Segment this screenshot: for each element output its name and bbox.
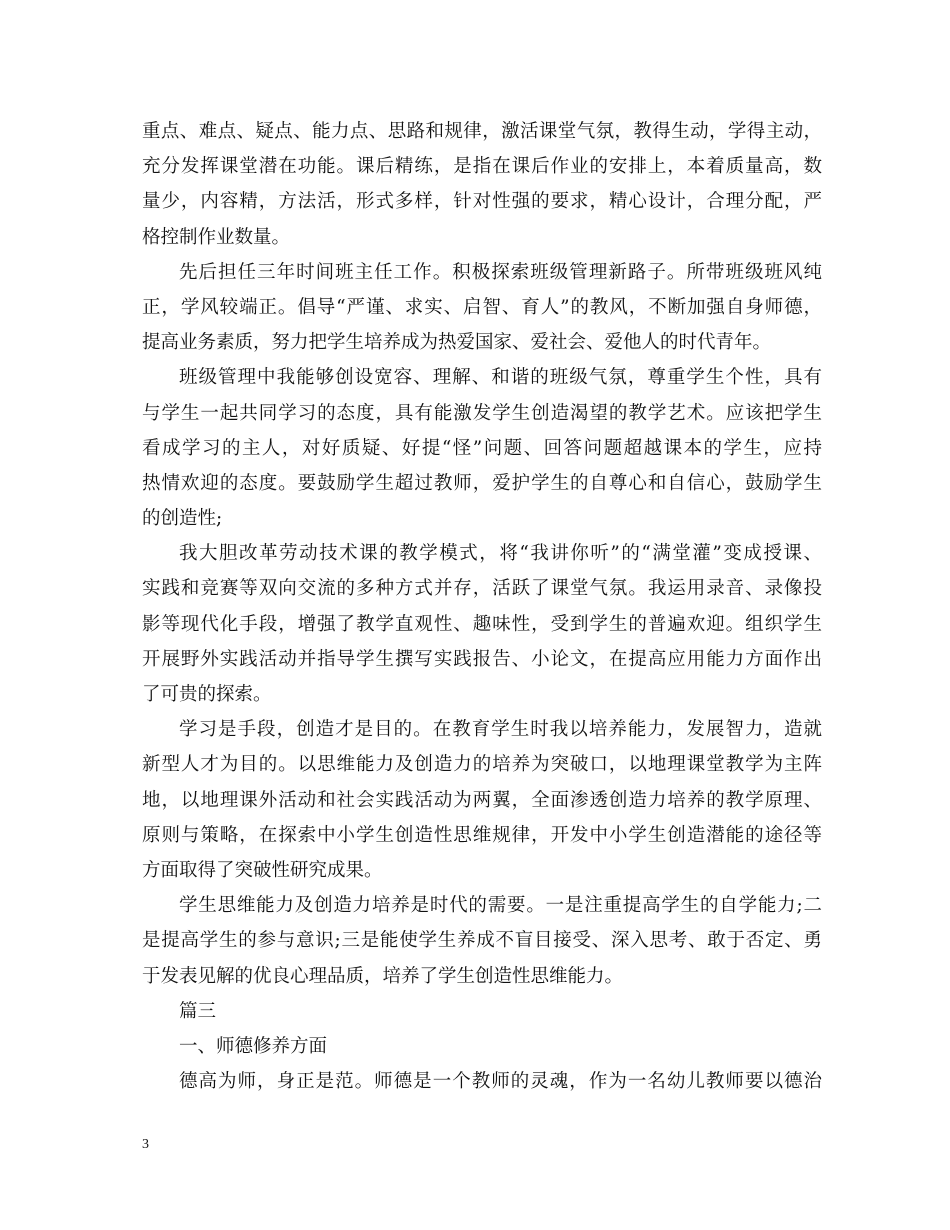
- text-line: 先后担任三年时间班主任工作。积极探索班级管理新路子。所带班级班风纯: [179, 261, 822, 283]
- subsection-heading: 一、师德修养方面: [179, 1035, 328, 1057]
- text-line: 热情欢迎的态度。要鼓励学生超过教师，爱护学生的自尊心和自信心，鼓励学生: [142, 472, 822, 494]
- text-line: 开展野外实践活动并指导学生撰写实践报告、小论文，在提高应用能力方面作出: [142, 648, 822, 670]
- text-line: 与学生一起共同学习的态度，具有能激发学生创造渴望的教学艺术。应该把学生: [142, 402, 822, 424]
- body-text: [142, 114, 822, 1099]
- text-line: 方面取得了突破性研究成果。: [142, 859, 383, 881]
- text-line: 原则与策略，在探索中小学生创造性思维规律，开发中小学生创造潜能的途径等: [142, 824, 822, 846]
- text-line: 量少，内容精，方法活，形式多样，针对性强的要求，精心设计，合理分配，严: [142, 191, 822, 213]
- text-line: 实践和竞赛等双向交流的多种方式并存，活跃了课堂气氛。我运用录音、录像投: [142, 578, 822, 600]
- text-line: 地，以地理课外活动和社会实践活动为两翼，全面渗透创造力培养的教学原理、: [142, 789, 822, 811]
- text-line: 新型人才为目的。以思维能力及创造力的培养为突破口，以地理课堂教学为主阵: [142, 754, 822, 776]
- text-line: 我大胆改革劳动技术课的教学模式，将“我讲你听”的“满堂灌”变成授课、: [179, 543, 822, 565]
- text-line: 是提高学生的参与意识;三是能使学生养成不盲目接受、深入思考、敢于否定、勇: [142, 930, 822, 952]
- text-line: 正，学风较端正。倡导“严谨、求实、启智、育人”的教风，不断加强自身师德，: [142, 296, 822, 318]
- text-line: 了可贵的探索。: [142, 684, 272, 705]
- text-line: 学生思维能力及创造力培养是时代的需要。一是注重提高学生的自学能力;二: [179, 895, 822, 917]
- text-line: 德高为师，身正是范。师德是一个教师的灵魂，作为一名幼儿教师要以德治: [179, 1071, 822, 1093]
- page-number: 3: [142, 1137, 149, 1152]
- text-line: 格控制作业数量。: [142, 226, 291, 248]
- text-line: 重点、难点、疑点、能力点、思路和规律，激活课堂气氛，教得生动，学得主动，: [142, 121, 822, 142]
- section-heading: 篇三: [179, 1000, 217, 1022]
- text-line: 的创造性;: [142, 508, 223, 530]
- text-line: 影等现代化手段，增强了教学直观性、趣味性，受到学生的普遍欢迎。组织学生: [142, 613, 822, 635]
- text-line: 学习是手段，创造才是目的。在教育学生时我以培养能力，发展智力，造就: [179, 719, 822, 741]
- text-line: 看成学习的主人，对好质疑、好提“怪”问题、回答问题超越课本的学生，应持: [142, 437, 822, 459]
- text-line: 班级管理中我能够创设宽容、理解、和谐的班级气氛，尊重学生个性，具有: [179, 367, 822, 389]
- text-line: 于发表见解的优良心理品质，培养了学生创造性思维能力。: [142, 965, 624, 987]
- text-line: 提高业务素质，努力把学生培养成为热爱国家、爱社会、爱他人的时代青年。: [142, 332, 772, 354]
- text-line: 充分发挥课堂潜在功能。课后精练，是指在课后作业的安排上，本着质量高，数: [142, 156, 822, 178]
